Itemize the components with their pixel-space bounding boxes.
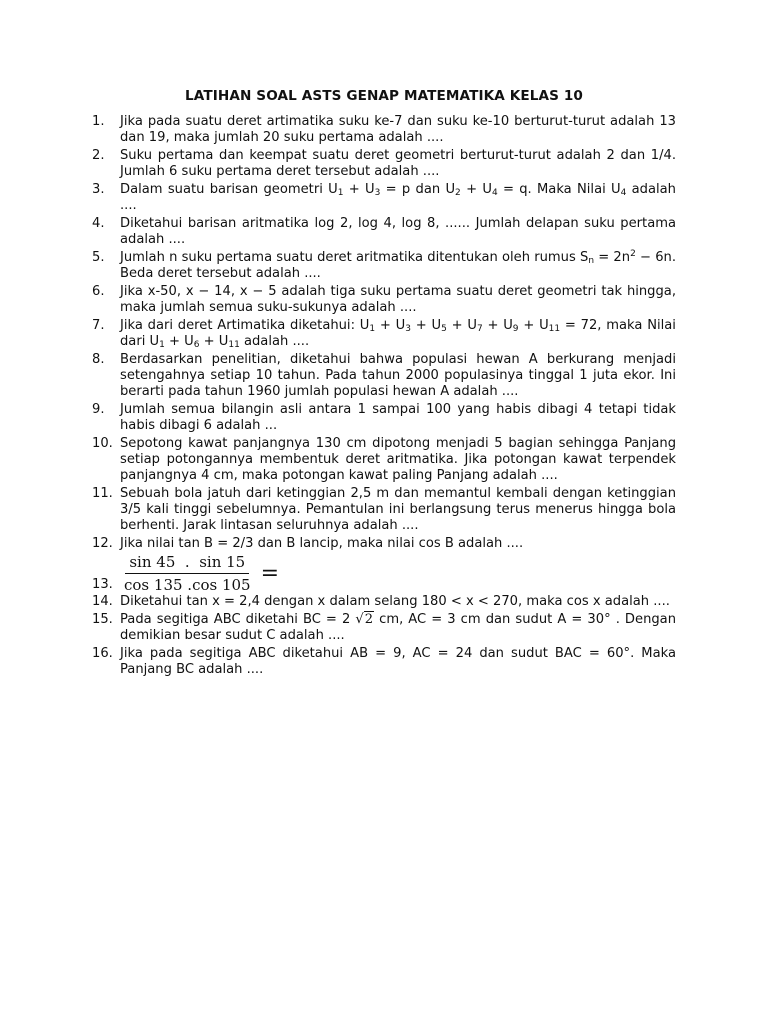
question-number: 5. <box>92 250 105 265</box>
question-number: 10. <box>92 436 113 451</box>
question-text: Dalam suatu barisan geometri $U_1 + U_3 = p$ dan $U_2 + U_4 = q$. Maka Nilai $U_4$ adalah .... <box>120 182 676 213</box>
question-number: 8. <box>92 352 105 367</box>
fraction <box>120 554 255 593</box>
question-text: Jika x-50, x − 14, x − 5 adalah tiga suku pertama suatu deret geometri tak hingga, maka jumlah semua suku-sukunya adalah .... <box>120 284 676 315</box>
question-number: 9. <box>92 402 105 417</box>
question-text: Suku pertama dan keempat suatu deret geometri berturut-turut adalah 2 dan 1/4. Jumlah 6 suku pertama deret tersebut adalah .... <box>120 148 676 179</box>
question-number: 15. <box>92 612 113 627</box>
fraction-numerator: sin 45 . sin 15 <box>125 554 249 574</box>
question-number: 11. <box>92 486 113 501</box>
question-13 <box>92 554 676 593</box>
question-number: 6. <box>92 284 105 299</box>
fraction-denominator: cos 135 .cos 105 <box>124 576 251 594</box>
question-11 <box>92 486 676 534</box>
question-10 <box>92 436 676 484</box>
question-text: Jika pada suatu deret artimatika suku ke-7 dan suku ke-10 berturut-turut adalah 13 dan 19, maka jumlah 20 suku pertama adalah .... <box>120 114 676 145</box>
equals-sign: = <box>260 560 280 586</box>
question-text: Diketahui tan x = 2,4 dengan x dalam selang 180 < x < 270, maka cos x adalah .... <box>120 594 670 609</box>
question-number: 13. <box>92 577 113 592</box>
question-number: 12. <box>92 536 113 551</box>
question-text: Jika pada segitiga ABC diketahui AB = 9, AC = 24 dan sudut BAC = 60°. Maka Panjang BC adalah .... <box>120 646 676 677</box>
question-3 <box>92 182 676 214</box>
question-text: Sebuah bola jatuh dari ketinggian 2,5 m dan memantul kembali dengan ketinggian 3/5 kali tinggi sebelumnya. Pemantulan ini berlangsung terus menerus hingga bola berhenti. Jarak lintasan seluruhnya adalah .... <box>120 486 676 533</box>
question-text: Jumlah semua bilangin asli antara 1 sampai 100 yang habis dibagi 4 tetapi tidak habis dibagi 6 adalah ... <box>120 402 676 433</box>
question-2 <box>92 148 676 180</box>
page-title: LATIHAN SOAL ASTS GENAP MATEMATIKA KELAS 10 <box>185 88 583 104</box>
question-14 <box>92 594 676 610</box>
question-text: Jika dari deret Artimatika diketahui: $U_1 + U_3 + U_5 + U_7 + U_9 + U_{11} = 72$, maka Nilai dari $U_1 + U_6 + U_{11}$ adalah .... <box>120 318 676 350</box>
fraction-expression <box>120 554 676 593</box>
question-number: 7. <box>92 318 105 333</box>
question-number: 14. <box>92 594 113 609</box>
question-9 <box>92 402 676 434</box>
question-number: 3. <box>92 182 105 197</box>
square-root: √2 <box>355 612 374 627</box>
question-15 <box>92 612 676 644</box>
question-number: 2. <box>92 148 105 163</box>
question-8 <box>92 352 676 400</box>
question-number: 16. <box>92 646 113 661</box>
question-text: Sepotong kawat panjangnya 130 cm dipotong menjadi 5 bagian sehingga Panjang setiap potongannya membentuk deret aritmatika. Jika potongan kawat terpendek panjangnya 4 cm, maka potongan kawat paling Panjang adalah .... <box>120 436 676 483</box>
question-number: 4. <box>92 216 105 231</box>
question-text: Diketahui barisan aritmatika log 2, log 4, log 8, ...... Jumlah delapan suku pertama adalah .... <box>120 216 676 247</box>
question-12 <box>92 536 676 552</box>
question-1 <box>92 114 676 146</box>
question-16 <box>92 646 676 678</box>
question-6 <box>92 284 676 316</box>
question-text: Jumlah n suku pertama suatu deret aritmatika ditentukan oleh rumus $S_n = 2n^2 - 6n$. Beda deret tersebut adalah .... <box>120 249 676 281</box>
question-number: 1. <box>92 114 105 129</box>
question-5 <box>92 250 676 282</box>
question-4 <box>92 216 676 248</box>
question-text: Pada segitiga ABC diketahi BC = 2 √2 cm, AC = 3 cm dan sudut A = 30° . Dengan demikian besar sudut C adalah .... <box>120 612 676 643</box>
question-list <box>92 114 676 680</box>
question-text: Berdasarkan penelitian, diketahui bahwa populasi hewan A berkurang menjadi setengahnya setiap 10 tahun. Pada tahun 2000 populasinya tinggal 1 juta ekor. Ini berarti pada tahun 1960 jumlah populasi hewan A adalah .... <box>120 352 676 399</box>
question-7 <box>92 318 676 350</box>
question-text: Jika nilai tan B = 2/3 dan B lancip, maka nilai cos B adalah .... <box>120 536 524 551</box>
